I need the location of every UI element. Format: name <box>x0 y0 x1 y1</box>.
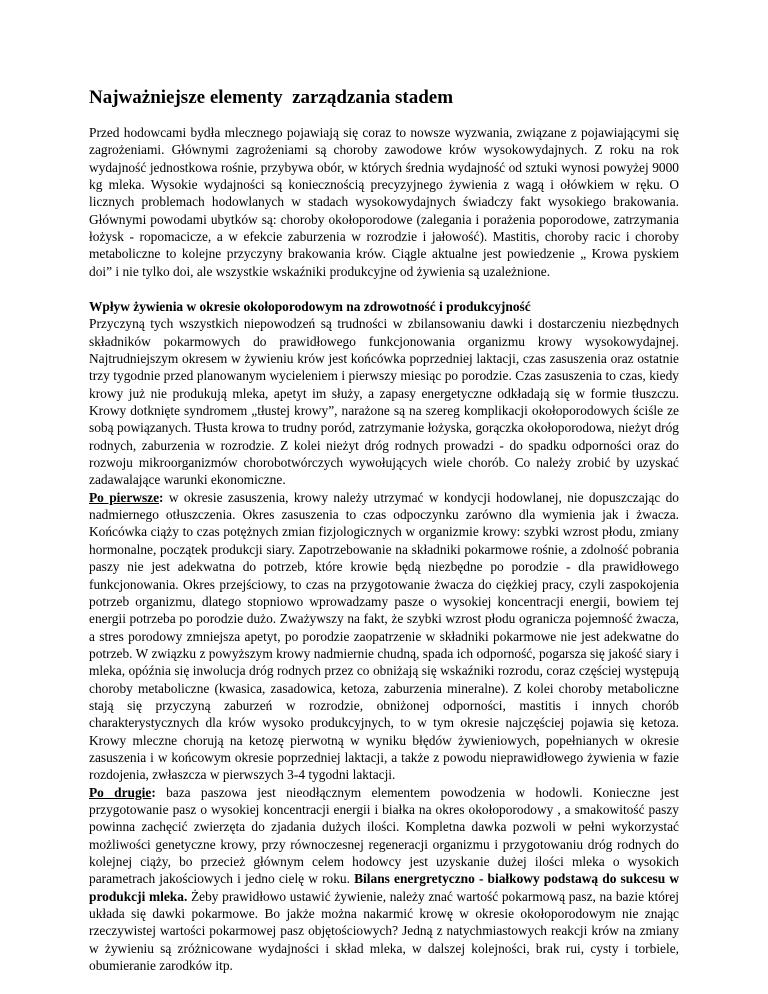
closing-text: Żeby prawidłowo ustawić żywienie, należy znać wartość pokarmową pasz, na bazie której układa się dawki pokarmowe. Bo jakże można nakarmić krowę w okresie okołoporodowym nie znając rzeczywistej wartości pokarmowej pasz objętościowych? Jedną z natychmiastowych reakcji krów na zmiany w żywieniu są zróżnicowane wydajności i skład mleka, w dalszej kolejności, brak rui, cysty i torbiele, obumieranie zarodków itp. <box>89 888 679 974</box>
first-point-text: w okresie zasuszenia, krowy należy utrzymać w kondycji hodowlanej, nie dopuszczając do nadmiernego otłuszczenia. Okres zasuszenia to czas odpoczynku zarówno dla wymienia jak i żwacza. Końcówka ciąży to czas potężnych zmian fizjologicznych w organizmie krowy: szybki wzrost płodu, zmiany hormonalne, początek produkcji siary. Zapotrzebowanie na składniki pokarmowe rośnie, a zdolność pobrania paszy nie jest adekwatna do potrzeb, które krowie będą niezbędne po porodzie - dla prawidłowego funkcjonowania. Okres przejściowy, to czas na przygotowanie żwacza do ciężkiej pracy, czyli zaspokojenia potrzeb organizmu, dlatego stopniowo wprowadzamy pasze o wysokiej koncentracji energii, bowiem tej energii potrzeba po porodzie dużo. Zważywszy na fakt, że szybki wzrost płodu ogranicza pojemność żwacza, a stres porodowy zmniejsza apetyt, po porodzie zaopatrzenie w składniki pokarmowe nie jest adekwatne do potrzeb. W związku z powyższym krowy nadmiernie chudną, spada ich odporność, pogarsza się jakość siary i mleka, opóźnia się inwolucja dróg rodnych przez co obniżają się wskaźniki rozrodu, coraz częściej występują choroby metaboliczne (kwasica, zasadowica, ketoza, zaburzenia mineralne). Z kolei choroby metaboliczne stają się przyczyną zaburzeń w rozrodzie, obniżonej odporności, mastitis i innych chorób charakterystycznych dla krów wysoko produkcyjnych, to w tym okresie najczęściej pojawia się ketoza. Krowy mleczne chorują na ketozę pierwotną w wyniku błędów żywieniowych, popełnianych w okresie zasuszenia i w końcowym okresie poprzedniej laktacji, a także z powodu nieprawidłowego żywienia w fazie rozdojenia, zwłaszcza w pierwszych 3-4 tygodni laktacji. <box>89 489 680 783</box>
section-intro-text: Przyczyną tych wszystkich niepowodzeń są trudności w zbilansowaniu dawki i dostarczeniu niezbędnych składników pokarmowych do prawidłowego funkcjonowania organizmu krowy wysokowydajnej. Najtrudniejszym okresem w żywieniu krów jest końcówka poprzedniej laktacji, czas zasuszenia oraz ostatnie trzy tygodnie przed planowanym wycieleniem i pierwszy miesiąc po porodzie. Czas zasuszenia to czas, kiedy krowy już nie produkują mleka, apetyt im służy, a zapasy energetyczne odkładają się w formie tłuszczu. Krowy dotknięte syndromem „tłustej krowy”, narażone są na szereg komplikacji okołoporodowych ściśle ze sobą powiązanych. Tłusta krowa to trudny poród, zatrzymanie łożyska, gorączka okołoporodowa, nieżyt dróg rodnych, zaburzenia w rozrodzie. Z kolei nieżyt dróg rodnych prowadzi - do spadku odporności oraz do rozwoju mikroorganizmów chorobotwórczych wywołujących wiele chorób. Co należy zrobić by uzyskać zadawalające warunki ekonomiczne. <box>89 316 679 488</box>
intro-paragraph: Przed hodowcami bydła mlecznego pojawiają się coraz to nowsze wyzwania, związane z pojawiającymi się zagrożeniami. Głównymi zagrożeniami są choroby zawodowe krów wysokowydajnych. Z roku na rok wydajność jednostkowa rośnie, przybywa obór, w których średnia wydajność od sztuki wynosi powyżej 9000 kg mleka. Wysokie wydajności są koniecznością precyzyjnego żywienia z wagą i ołówkiem w ręku. O licznych problemach hodowlanych w stadach wysokowydajnych świadczy fakt wysokiego brakowania. Głównymi powodami ubytków są: choroby okołoporodowe (zalegania i porażenia poporodowe, zatrzymania łożysk - ropomacicze, a w efekcie zaburzenia w rozrodzie i jałowość). Mastitis, choroby racic i choroby metaboliczne to kolejne przyczyny brakowania krów. Ciągle aktualne jest powiedzenie „ Krowa pyskiem doi” i nie tylko doi, ale wszystkie wskaźniki produkcyjne od żywienia są uzależnione. <box>89 125 679 279</box>
bold-energy-protein-phrase: Bilans energretyczno - białkowy podstawą do sukcesu w produkcji mleka. <box>89 871 680 904</box>
first-point-label: Po pierwsze <box>89 489 160 505</box>
second-point-text: baza paszowa jest nieodłącznym elementem powodzenia w hodowli. Konieczne jest przygotowanie pasz o wysokiej koncentracji energii i białka na okres okołoporodowy , a smakowitość paszy powinna zachęcić zwierzęta do zjadania dużych ilości. Kompletna dawka pozwoli w pełni wykorzystać możliwości genetyczne krowy, przy równoczesnej regeneracji organizmu i przygotowaniu dróg rodnych do kolejnej ciąży, bo przecież głównym celem hodowcy jest uzyskanie dużej ilości mleka o wysokich parametrach jakościowych i jedno cielę w roku. <box>89 784 679 887</box>
first-point-colon: : <box>159 489 164 505</box>
second-point-label: Po drugie <box>89 784 152 800</box>
section-body <box>89 298 679 974</box>
second-point-colon: : <box>151 784 156 800</box>
document-title: Najważniejsze elementy zarządzania stadem <box>89 87 454 108</box>
section-heading: Wpływ żywienia w okresie okołoporodowym na zdrowotność i produkcyjność <box>89 299 531 314</box>
